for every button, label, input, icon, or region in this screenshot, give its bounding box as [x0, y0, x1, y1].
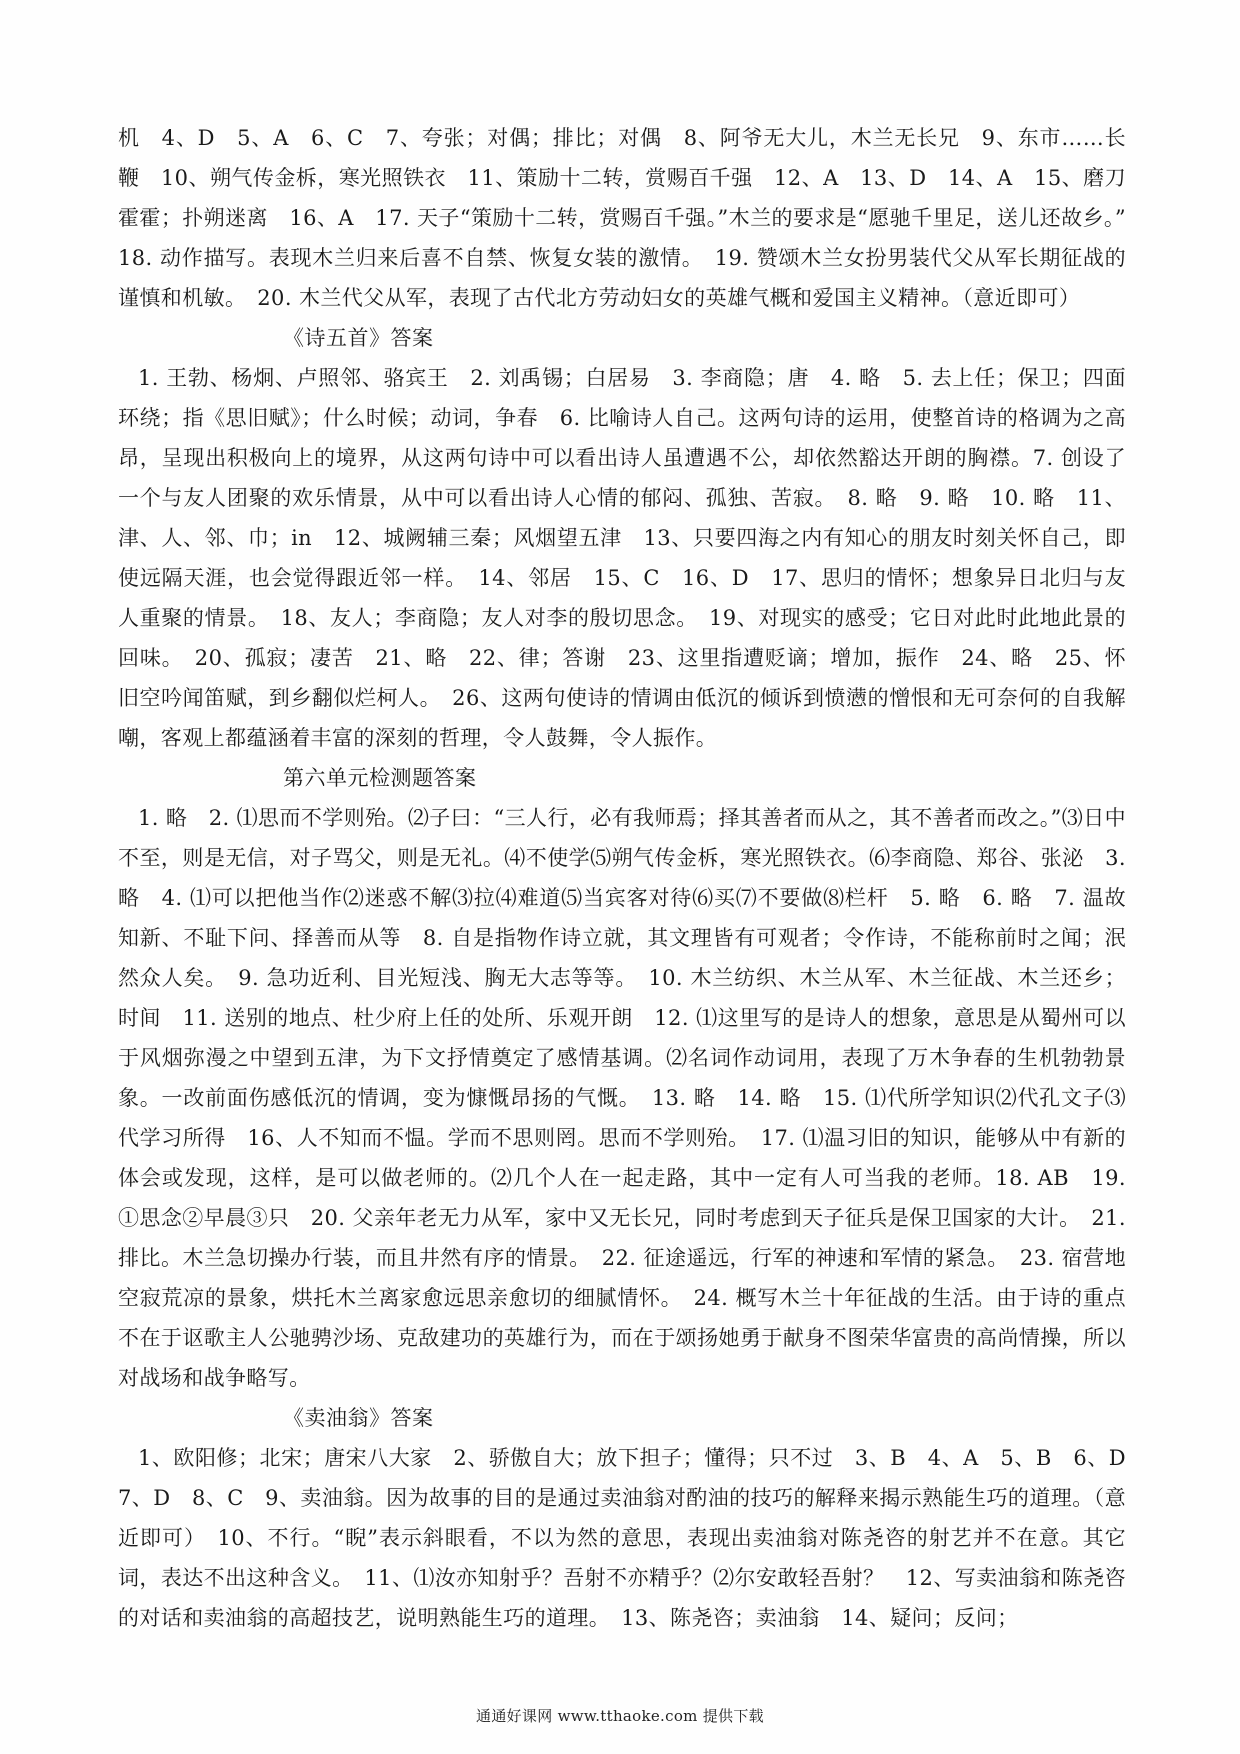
page-footer-download-note: 通通好课网 www.tthaoke.com 提供下载 — [476, 1707, 764, 1725]
answer-key-content — [118, 118, 1148, 1638]
section-heading-five-poems: 《诗五首》答案 — [283, 326, 434, 350]
paragraph-unit-six-test-answers: 1. 略 2. ⑴思而不学则殆。⑵子曰：“三人行，必有我师焉；择其善者而从之，其不善者而改之。”⑶日中不至，则是无信，对子骂父，则是无礼。⑷不使学⑸朔气传金柝，寒光照铁衣。⑹李商隐、郑谷、张泌 3. 略 4. ⑴可以把他当作⑵迷惑不解⑶拉⑷难道⑸当宾客对待⑹买⑺不要做⑻栏杆 5. 略 6. 略 7. 温故知新、不耻下问、择善而从等 8. 自是指物作诗立就，其文理皆有可观者；令作诗，不能称前时之闻；泯然众人矣。 9. 急功近利、目光短浅、胸无大志等等。 10. 木兰纺织、木兰从军、木兰征战、木兰还乡；时间 11. 送别的地点、杜少府上任的处所、乐观开朗 12. ⑴这里写的是诗人的想象，意思是从蜀州可以于风烟弥漫之中望到五津，为下文抒情奠定了感情基调。⑵名词作动词用，表现了万木争春的生机勃勃景象。一改前面伤感低沉的情调，变为慷慨昂扬的气慨。 13. 略 14. 略 15. ⑴代所学知识⑵代孔文子⑶代学习所得 16、人不知而不愠。学而不思则罔。思而不学则殆。 17. ⑴温习旧的知识，能够从中有新的体会或发现，这样，是可以做老师的。⑵几个人在一起走路，其中一定有人可当我的老师。18. AB 19. ①思念②早晨③只 20. 父亲年老无力从军，家中又无长兄，同时考虑到天子征兵是保卫国家的大计。 21. 排比。木兰急切操办行装，而且井然有序的情景。 22. 征途遥远，行军的神速和军情的紧急。 23. 宿营地空寂荒凉的景象，烘托木兰离家愈远思亲愈切的细腻情怀。 24. 概写木兰十年征战的生活。由于诗的重点不在于讴歌主人公驰骋沙场、克敌建功的英雄行为，而在于颂扬她勇于献身不图荣华富贵的高尚情操，所以对战场和战争略写。 — [118, 806, 1126, 1390]
section-heading-oil-seller: 《卖油翁》答案 — [283, 1406, 434, 1430]
paragraph-mulan-answers-continued: 机 4、D 5、A 6、C 7、夸张；对偶；排比；对偶 8、阿爷无大儿，木兰无长兄 9、东市……长鞭 10、朔气传金柝，寒光照铁衣 11、策励十二转，赏赐百千强 12、A 13、D 14、A 15、磨刀霍霍；扑朔迷离 16、A 17. 天子“策励十二转，赏赐百千强。”木兰的要求是“愿驰千里足，送儿还故乡。” 18. 动作描写。表现木兰归来后喜不自禁、恢复女装的激情。 19. 赞颂木兰女扮男装代父从军长期征战的谨慎和机敏。 20. 木兰代父从军，表现了古代北方劳动妇女的英雄气概和爱国主义精神。（意近即可） — [118, 126, 1148, 310]
section-heading-unit-six-test: 第六单元检测题答案 — [283, 766, 477, 790]
paragraph-five-poems-answers: 1. 王勃、杨炯、卢照邻、骆宾王 2. 刘禹锡；白居易 3. 李商隐；唐 4. 略 5. 去上任；保卫；四面环绕；指《思旧赋》；什么时候；动词，争春 6. 比喻诗人自己。这两句诗的运用，使整首诗的格调为之高昂，呈现出积极向上的境界，从这两句诗中可以看出诗人虽遭遇不公，却依然豁达开朗的胸襟。7. 创设了一个与友人团聚的欢乐情景，从中可以看出诗人心情的郁闷、孤独、苦寂。 8. 略 9. 略 10. 略 11、津、人、邻、巾；in 12、城阙辅三秦；风烟望五津 13、只要四海之内有知心的朋友时刻关怀自己，即使远隔天涯，也会觉得跟近邻一样。 14、邻居 15、C 16、D 17、思归的情怀；想象异日北归与友人重聚的情景。 18、友人；李商隐；友人对李的殷切思念。 19、对现实的感受；它日对此时此地此景的回味。 20、孤寂；凄苦 21、略 22、律；答谢 23、这里指遭贬谪；增加，振作 24、略 25、怀旧空吟闻笛赋，到乡翻似烂柯人。 26、这两句使诗的情调由低沉的倾诉到愤懑的憎恨和无可奈何的自我解嘲，客观上都蕴涵着丰富的深刻的哲理，令人鼓舞，令人振作。 — [118, 366, 1126, 750]
paragraph-oil-seller-answers: 1、欧阳修；北宋；唐宋八大家 2、骄傲自大；放下担子；懂得；只不过 3、B 4、A 5、B 6、D 7、D 8、C 9、卖油翁。因为故事的目的是通过卖油翁对酌油的技巧的解释来揭示熟能生巧的道理。（意近即可） 10、不行。“睨”表示斜眼看，不以为然的意思，表现出卖油翁对陈尧咨的射艺并不在意。其它词，表达不出这种含义。 11、⑴汝亦知射乎？吾射不亦精乎？⑵尔安敢轻吾射？ 12、写卖油翁和陈尧咨的对话和卖油翁的高超技艺，说明熟能生巧的道理。 13、陈尧咨；卖油翁 14、疑问；反问； — [118, 1446, 1148, 1630]
